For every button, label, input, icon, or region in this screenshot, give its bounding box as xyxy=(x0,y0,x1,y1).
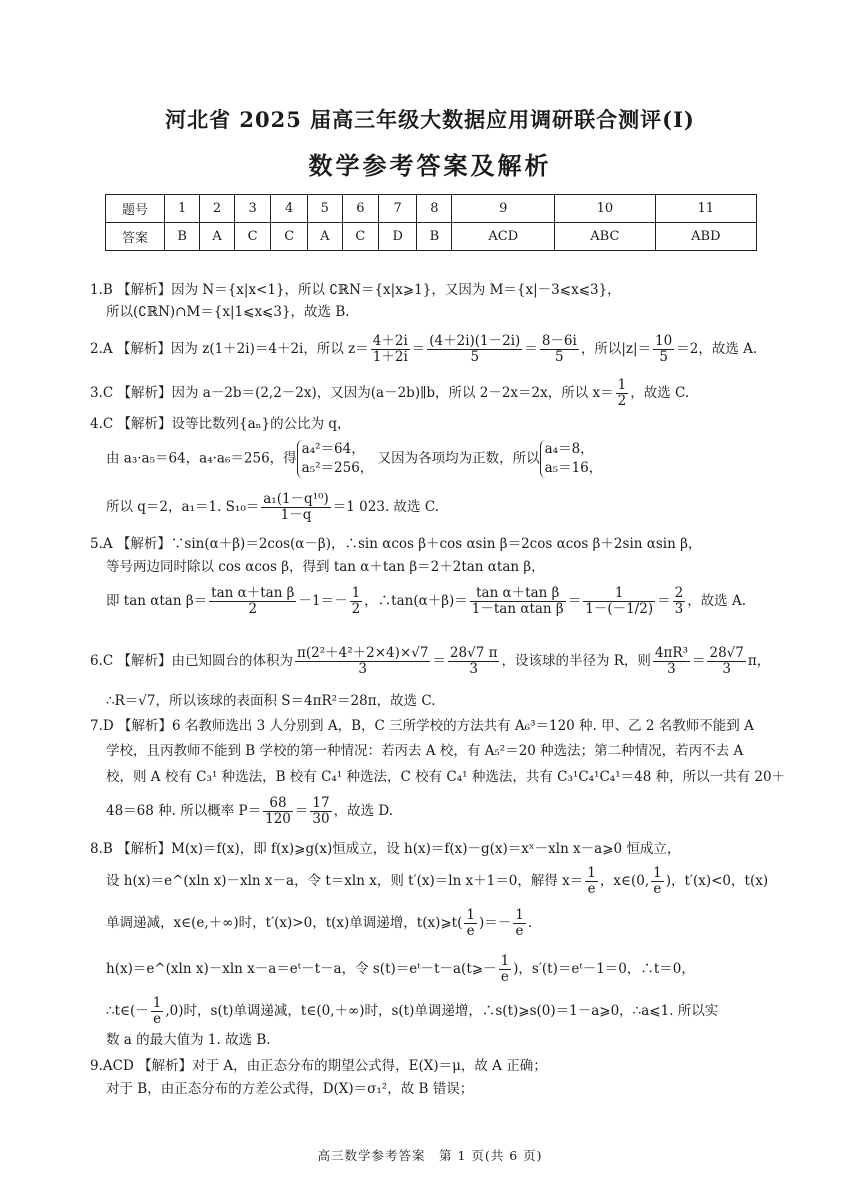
q8-text: . xyxy=(527,915,533,931)
table-cell: 7 xyxy=(379,195,417,223)
table-cell: B xyxy=(165,223,200,251)
numerator: (4＋2i)(1－2i) xyxy=(429,333,521,349)
q8-text: ,0)时，s(t)单调递减，t∈(0,＋∞)时，s(t)单调递增，∴s(t)⩾s(0)＝1－a⩾0，∴a⩽1. 所以实 xyxy=(165,1003,719,1019)
numerator: 28√7 xyxy=(709,645,744,661)
q4-equation: a₄＝8， xyxy=(544,441,594,457)
table-cell: 2 xyxy=(200,195,235,223)
q8-fraction xyxy=(151,996,164,1027)
q3-fraction xyxy=(616,378,629,409)
q5-text: ＝ xyxy=(567,593,582,609)
table-cell: 9 xyxy=(452,195,555,223)
q8-fraction xyxy=(499,954,512,985)
q6-text: ＝ xyxy=(691,653,706,669)
q7-fraction xyxy=(263,796,293,827)
denominator: 1－q xyxy=(280,507,312,523)
q7-text: 48＝68 种. 所以概率 P＝ xyxy=(106,803,262,819)
q1-line1: 1.B 【解析】因为 N＝{x|x<1}，所以 ∁ℝN＝{x|x⩾1}，又因为 M＝{x|－3⩽x⩽3}， xyxy=(90,282,621,298)
numerator: tan α＋tan β xyxy=(211,585,295,601)
q7-line4 xyxy=(106,796,796,827)
denominator: 30 xyxy=(312,811,330,827)
numerator: 1 xyxy=(351,585,361,601)
q4-equation: a₅＝16， xyxy=(544,460,603,476)
denominator: 3 xyxy=(722,661,731,677)
q4-fraction xyxy=(261,492,331,523)
denominator: 5 xyxy=(659,349,668,365)
q5-text: ，∴tan(α＋β)＝ xyxy=(364,593,468,609)
table-cell: 4 xyxy=(271,195,308,223)
q4-line1: 4.C 【解析】设等比数列{aₙ}的公比为 q， xyxy=(90,416,351,432)
q7-line1: 7.D 【解析】6 名教师选出 3 人分别到 A，B，C 三所学校的方法共有 A₆³＝120 种. 甲、乙 2 名教师不能到 A xyxy=(90,718,754,734)
q8-text: )，t′(x)<0，t(x) xyxy=(665,873,769,889)
q6-line2: ∴R＝√7，所以该球的表面积 S＝4πR²＝28π，故选 C. xyxy=(106,693,436,709)
numerator: tan α＋tan β xyxy=(470,586,566,602)
denominator: e xyxy=(515,923,524,939)
q6-fraction xyxy=(295,646,430,677)
q8-text: )，s′(t)＝eᵗ－1＝0，∴t＝0， xyxy=(513,961,695,977)
q6-text: 6.C 【解析】由已知圆台的体积为 xyxy=(90,653,294,669)
table-cell: ACD xyxy=(452,223,555,251)
numerator: 1 xyxy=(617,377,627,393)
q3-line xyxy=(90,378,780,409)
table-cell: ABC xyxy=(555,223,656,251)
denominator: e xyxy=(500,969,509,985)
numerator: 1 xyxy=(587,865,596,881)
q4-system xyxy=(297,440,374,478)
denominator: 3 xyxy=(469,661,478,677)
q6-text: ＝ xyxy=(432,653,446,669)
denominator: 1－tan αtan β xyxy=(471,601,564,617)
q5-fraction xyxy=(350,586,363,617)
numerator: 1 xyxy=(515,907,524,923)
table-cell: C xyxy=(342,223,379,251)
table-cell: 8 xyxy=(417,195,452,223)
denominator: 2 xyxy=(351,601,361,617)
q5-text: －1＝－ xyxy=(298,593,348,609)
row-label-number: 题号 xyxy=(106,195,165,223)
numerator: 17 xyxy=(312,795,330,811)
denominator: 1＋2i xyxy=(372,349,408,365)
table-row xyxy=(106,223,757,251)
table-cell: ABD xyxy=(655,223,756,251)
numerator: 1 xyxy=(152,995,162,1011)
numerator: 68 xyxy=(263,796,293,812)
numerator: 2 xyxy=(674,585,684,601)
q5-fraction xyxy=(583,586,655,617)
table-cell: A xyxy=(200,223,235,251)
q4-line3 xyxy=(106,492,796,523)
table-cell: 5 xyxy=(307,195,342,223)
q5-fraction xyxy=(209,586,296,617)
numerator: 1 xyxy=(500,953,510,969)
q3-text: ，故选 C. xyxy=(630,385,690,401)
numerator: 1 xyxy=(583,586,655,602)
numerator: 4＋2i xyxy=(372,333,408,349)
table-row xyxy=(106,195,757,223)
denominator: 3 xyxy=(667,661,676,677)
page-footer: 高三数学参考答案 第 1 页(共 6 页) xyxy=(317,1148,543,1163)
q5-fraction xyxy=(470,586,566,617)
q8-fraction xyxy=(651,866,664,897)
numerator: 10 xyxy=(655,333,673,349)
q9-line2: 对于 B，由正态分布的方差公式得，D(X)＝σ₁²，故 B 错误； xyxy=(106,1081,474,1097)
q9-line1: 9.ACD 【解析】对于 A，由正态分布的期望公式得，E(X)＝μ，故 A 正确； xyxy=(90,1058,547,1074)
q7-line2: 学校，且丙教师不能到 B 学校的第一种情况：若丙去 A 校，有 A₅²＝20 种选法；第二种情况，若丙不去 A xyxy=(106,743,744,759)
denominator: e xyxy=(153,1011,162,1027)
denominator: 3 xyxy=(358,661,368,677)
q8-text: 设 h(x)＝e^(xln x)－xln x－a，令 t＝xln x，则 t′(x)＝ln x＋1＝0，解得 x＝ xyxy=(106,873,584,889)
q2-text: ＝ xyxy=(411,341,426,357)
q4-text: ＝1 023. 故选 C. xyxy=(332,499,439,515)
q8-line2 xyxy=(106,866,796,897)
table-cell: 6 xyxy=(342,195,379,223)
row-label-answer: 答案 xyxy=(106,223,165,251)
q8-line6: 数 a 的最大值为 1. 故选 B. xyxy=(106,1032,271,1048)
table-cell: C xyxy=(271,223,308,251)
answer-table xyxy=(105,194,757,251)
table-cell: 10 xyxy=(555,195,656,223)
denominator: e xyxy=(653,881,662,897)
q2-text: ，所以|z|＝ xyxy=(580,341,652,357)
table-cell: C xyxy=(234,223,271,251)
q7-fraction xyxy=(310,796,331,827)
numerator: 1 xyxy=(653,865,662,881)
numerator: a₁(1－q¹⁰) xyxy=(263,491,329,507)
q3-text: 3.C 【解析】因为 a－2b＝(2,2－2x)，又因为(a－2b)∥b，所以 2－2x＝2x，所以 x＝ xyxy=(90,385,614,401)
q8-fraction xyxy=(585,866,598,897)
denominator: 5 xyxy=(555,349,564,365)
q7-line3: 校，则 A 校有 C₃¹ 种选法，B 校有 C₄¹ 种选法，C 校有 C₄¹ 种选法，共有 C₃¹C₄¹C₄¹＝48 种，所以一共有 20＋ xyxy=(106,769,786,785)
q2-fraction xyxy=(371,334,410,365)
table-cell: A xyxy=(307,223,342,251)
q5-text: ，故选 A. xyxy=(687,593,747,609)
q2-line xyxy=(90,334,780,365)
q4-text: 所以 q＝2，a₁＝1. S₁₀＝ xyxy=(106,499,260,515)
q4-equation: a₄²＝64， xyxy=(301,441,365,457)
q6-fraction xyxy=(707,646,745,677)
numerator: 8－6i xyxy=(541,333,577,349)
q5-line1: 5.A 【解析】∵sin(α＋β)＝2cos(α－β)，∴sin αcos β＋cos αsin β＝2cos αcos β＋2sin αsin β， xyxy=(90,536,702,552)
q8-fraction xyxy=(513,908,526,939)
q6-text: ，设该球的半径为 R，则 xyxy=(501,653,651,669)
q8-line1: 8.B 【解析】M(x)＝f(x)，即 f(x)⩾g(x)恒成立，设 h(x)＝f(x)－g(x)＝xˣ－xln x－a⩾0 恒成立， xyxy=(90,841,681,857)
denominator: 120 xyxy=(265,811,291,827)
denominator: 3 xyxy=(674,601,684,617)
q7-text: ＝ xyxy=(294,803,309,819)
q5-line3 xyxy=(106,586,796,617)
q4-equation: a₅²＝256， xyxy=(301,460,374,476)
q6-text: π， xyxy=(747,653,771,669)
q2-fraction xyxy=(653,334,674,365)
denominator: 2 xyxy=(617,393,627,409)
q2-text: 2.A 【解析】因为 z(1＋2i)＝4＋2i，所以 z＝ xyxy=(90,341,369,357)
table-cell: D xyxy=(379,223,417,251)
denominator: 2 xyxy=(248,601,258,617)
q6-fraction xyxy=(448,646,500,677)
q8-line4 xyxy=(106,954,796,985)
q8-line5 xyxy=(106,996,796,1027)
q7-text: ，故选 D. xyxy=(333,803,394,819)
q8-text: h(x)＝e^(xln x)－xln x－a＝eᵗ－t－a，令 s(t)＝eᵗ－t－a(t⩾－ xyxy=(106,961,497,977)
denominator: 1－(－1/2) xyxy=(585,601,654,617)
numerator: 1 xyxy=(466,907,475,923)
q5-fraction xyxy=(673,586,686,617)
q8-text: ，x∈(0, xyxy=(599,873,650,889)
q4-text: 又因为各项均为正数，所以 xyxy=(377,450,540,467)
q4-text: 由 a₃·a₅＝64，a₄·a₆＝256，得 xyxy=(106,450,297,467)
table-cell: 1 xyxy=(165,195,200,223)
q8-line3 xyxy=(106,908,796,939)
numerator: π(2²＋4²＋2×4)×√7 xyxy=(297,645,429,661)
q8-text: ∴t∈(－ xyxy=(106,1003,149,1019)
q2-fraction xyxy=(540,334,579,365)
page-title: 河北省 2025 届高三年级大数据应用调研联合测评(Ⅰ) xyxy=(165,107,695,132)
q2-text: ＝2，故选 A. xyxy=(676,341,758,357)
q5-line2: 等号两边同时除以 cos αcos β，得到 tan α＋tan β＝2＋2tan αtan β， xyxy=(106,559,545,575)
q8-text: 单调递减，x∈(e,＋∞)时，t′(x)>0，t(x)单调递增，t(x)⩾t( xyxy=(106,915,463,931)
q6-line1 xyxy=(90,646,780,677)
table-cell: 3 xyxy=(234,195,271,223)
q8-text: )＝－ xyxy=(478,915,512,931)
q6-fraction xyxy=(653,646,690,677)
q5-text: ＝ xyxy=(657,593,671,609)
q1-line2: 所以(∁ℝN)∩M＝{x|1⩽x⩽3}，故选 B. xyxy=(106,304,350,320)
q4-line2 xyxy=(106,440,796,478)
denominator: e xyxy=(587,881,596,897)
table-cell: 11 xyxy=(655,195,756,223)
page-subtitle: 数学参考答案及解析 xyxy=(308,151,552,180)
table-cell: B xyxy=(417,223,452,251)
q2-fraction xyxy=(427,334,522,365)
q4-system xyxy=(540,440,603,478)
denominator: e xyxy=(466,923,475,939)
q2-text: ＝ xyxy=(524,341,538,357)
denominator: 5 xyxy=(470,349,480,365)
numerator: 4πR³ xyxy=(654,645,688,661)
q5-text: 即 tan αtan β＝ xyxy=(106,593,208,609)
numerator: 28√7 π xyxy=(449,645,498,661)
q8-fraction xyxy=(464,908,477,939)
